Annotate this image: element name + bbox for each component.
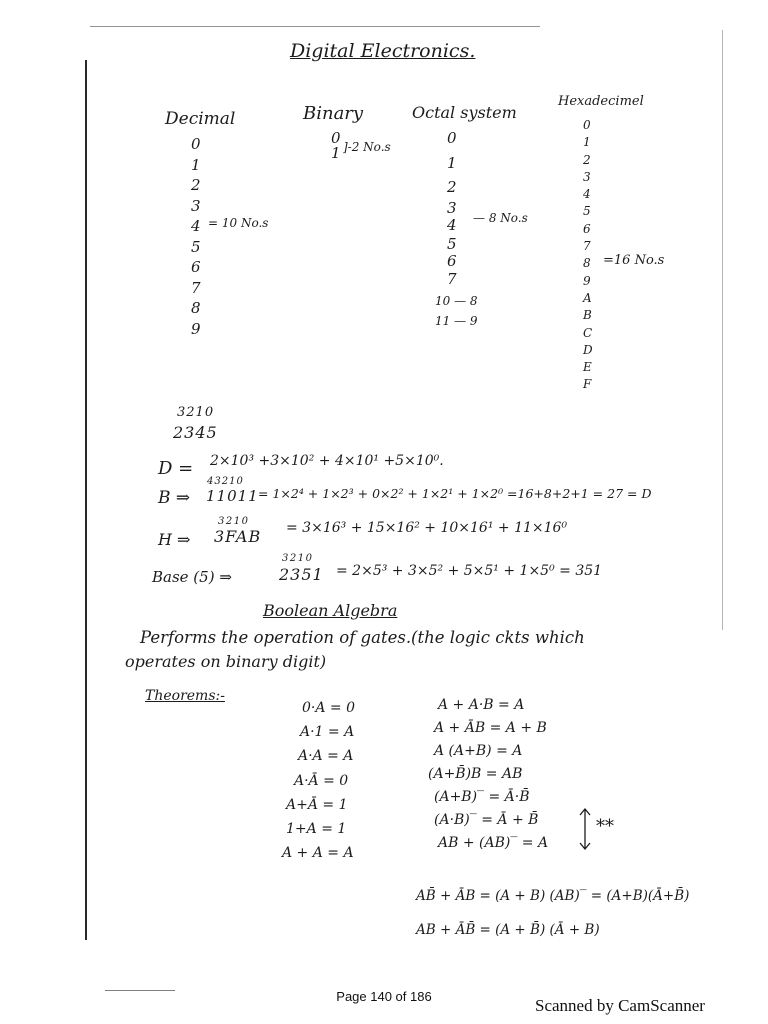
list-item: 6 <box>583 221 591 236</box>
decimal-list <box>191 134 201 339</box>
hexadecimal-count-note: =16 No.s <box>603 253 665 268</box>
conversion-hex-rhs: = 3×16³ + 15×16² + 10×16¹ + 11×16⁰ <box>286 520 568 536</box>
list-item: 0 <box>583 118 591 132</box>
list-item: (A·B)‾ = Ā + B̄ <box>434 812 539 828</box>
list-item: 1 <box>447 153 457 172</box>
list-item: 2 <box>191 176 201 194</box>
expansion-2: AB + ĀB̄ = (A + B̄) (Ā + B) <box>416 922 600 938</box>
right-edge-line <box>722 30 723 630</box>
list-item: F <box>583 377 592 392</box>
scanner-watermark: Scanned by CamScanner <box>535 996 705 1015</box>
list-item: AB + (AB)‾ = A <box>438 835 549 851</box>
list-item: 2 <box>583 152 591 167</box>
hexadecimal-heading: Hexadecimel <box>558 94 644 109</box>
left-margin-line <box>85 60 87 940</box>
list-item: E <box>583 360 592 375</box>
list-item: 0 <box>447 129 457 147</box>
list-item: 1 <box>331 144 341 162</box>
expansion-1: AB̄ + ĀB = (A + B) (AB)‾ = (A+B)(Ā+B̄) <box>416 888 690 904</box>
list-item: 6 <box>447 251 457 270</box>
place-value-number: 2345 <box>173 423 218 442</box>
boolean-definition-line2: operates on binary digit) <box>125 652 327 671</box>
list-item: D <box>583 342 593 357</box>
list-item: 6 <box>191 258 201 276</box>
list-item: (A+B)‾ = Ā·B̄ <box>434 789 530 805</box>
conversion-binary-place: 43210 <box>207 476 244 487</box>
list-item: 9 <box>191 319 201 338</box>
conversion-hex-number: 3FAB <box>214 527 262 546</box>
binary-heading: Binary <box>303 103 364 124</box>
conversion-base5-rhs: = 2×5³ + 3×5² + 5×5¹ + 1×5⁰ = 351 <box>336 563 603 579</box>
list-item: 3 <box>447 198 457 217</box>
list-item: 7 <box>447 269 457 288</box>
star-note: ** <box>596 816 614 837</box>
conversion-decimal-lhs: D = <box>158 458 194 479</box>
conversion-hex-place: 3210 <box>218 516 250 527</box>
list-item: 5 <box>583 204 591 219</box>
list-item: 5 <box>191 237 201 256</box>
list-item: 7 <box>191 278 201 297</box>
list-item: 8 <box>583 256 591 271</box>
conversion-hex-lhs: H ⇒ <box>158 530 191 549</box>
octal-heading: Octal system <box>412 103 517 122</box>
list-item: 9 <box>583 273 591 288</box>
list-item: 3 <box>191 196 201 215</box>
right-theorem-list <box>430 694 548 855</box>
boolean-definition-line1: Performs the operation of gates.(the logic ckts which <box>140 628 585 647</box>
list-item: 0 <box>331 129 341 147</box>
list-item: A + ĀB = A + B <box>434 720 547 736</box>
list-item: 7 <box>583 239 591 254</box>
conversion-binary-number: 11011 <box>206 487 259 505</box>
binary-count-note: ]-2 No.s <box>343 140 391 154</box>
conversion-base5-lhs: Base (5) ⇒ <box>152 568 232 586</box>
list-item: A + A = A <box>282 845 354 862</box>
list-item: C <box>583 325 593 340</box>
list-item: 8 <box>191 299 201 317</box>
binary-list <box>331 131 341 161</box>
place-value-digits: 3210 <box>177 405 215 420</box>
list-item: 4 <box>191 217 201 235</box>
double-arrow-icon <box>578 806 592 852</box>
decimal-heading: Decimal <box>165 109 236 129</box>
conversion-base5-place: 3210 <box>282 553 314 564</box>
theorems-label: Theorems:- <box>145 688 225 704</box>
list-item: A (A+B) = A <box>434 743 523 759</box>
list-item: 5 <box>447 234 457 253</box>
list-item: 0 <box>191 135 201 153</box>
list-item: 3 <box>583 169 591 184</box>
list-item: A·A = A <box>298 748 354 765</box>
list-item: 1 <box>191 155 201 174</box>
list-item: A <box>583 290 592 305</box>
page-title: Digital Electronics. <box>290 40 476 62</box>
conversion-decimal-rhs: 2×10³ +3×10² + 4×10¹ +5×10⁰. <box>210 453 444 469</box>
list-item: B <box>583 308 592 323</box>
conversion-binary-lhs: B ⇒ <box>158 488 191 508</box>
octal-list <box>435 126 478 330</box>
page-number: Page 140 of 186 <box>336 989 432 1004</box>
list-item: 0·A = 0 <box>302 700 356 716</box>
list-item: 10 — 8 <box>435 293 478 308</box>
left-theorem-list <box>282 696 356 865</box>
list-item: 11 — 9 <box>435 313 478 328</box>
octal-count-note: — 8 No.s <box>473 211 528 225</box>
conversion-binary-rhs: = 1×2⁴ + 1×2³ + 0×2² + 1×2¹ + 1×2⁰ =16+8+2+1 = 27 = D <box>258 486 652 501</box>
list-item: 1+A = 1 <box>286 821 347 838</box>
list-item: 1 <box>583 135 591 150</box>
list-item: A·1 = A <box>300 724 355 741</box>
conversion-base5-number: 2351 <box>279 565 324 584</box>
hexadecimal-list <box>583 117 593 394</box>
list-item: A+Ā = 1 <box>286 796 348 813</box>
list-item: A + A·B = A <box>438 697 525 713</box>
list-item: 4 <box>447 215 457 234</box>
boolean-heading: Boolean Algebra <box>263 601 398 620</box>
decimal-count-note: = 10 No.s <box>208 216 269 230</box>
list-item: 4 <box>583 187 591 202</box>
list-item: (A+B̄)B = AB <box>428 766 523 782</box>
list-item: A·Ā = 0 <box>294 772 349 789</box>
top-rule <box>90 26 540 27</box>
list-item: 2 <box>447 178 457 196</box>
